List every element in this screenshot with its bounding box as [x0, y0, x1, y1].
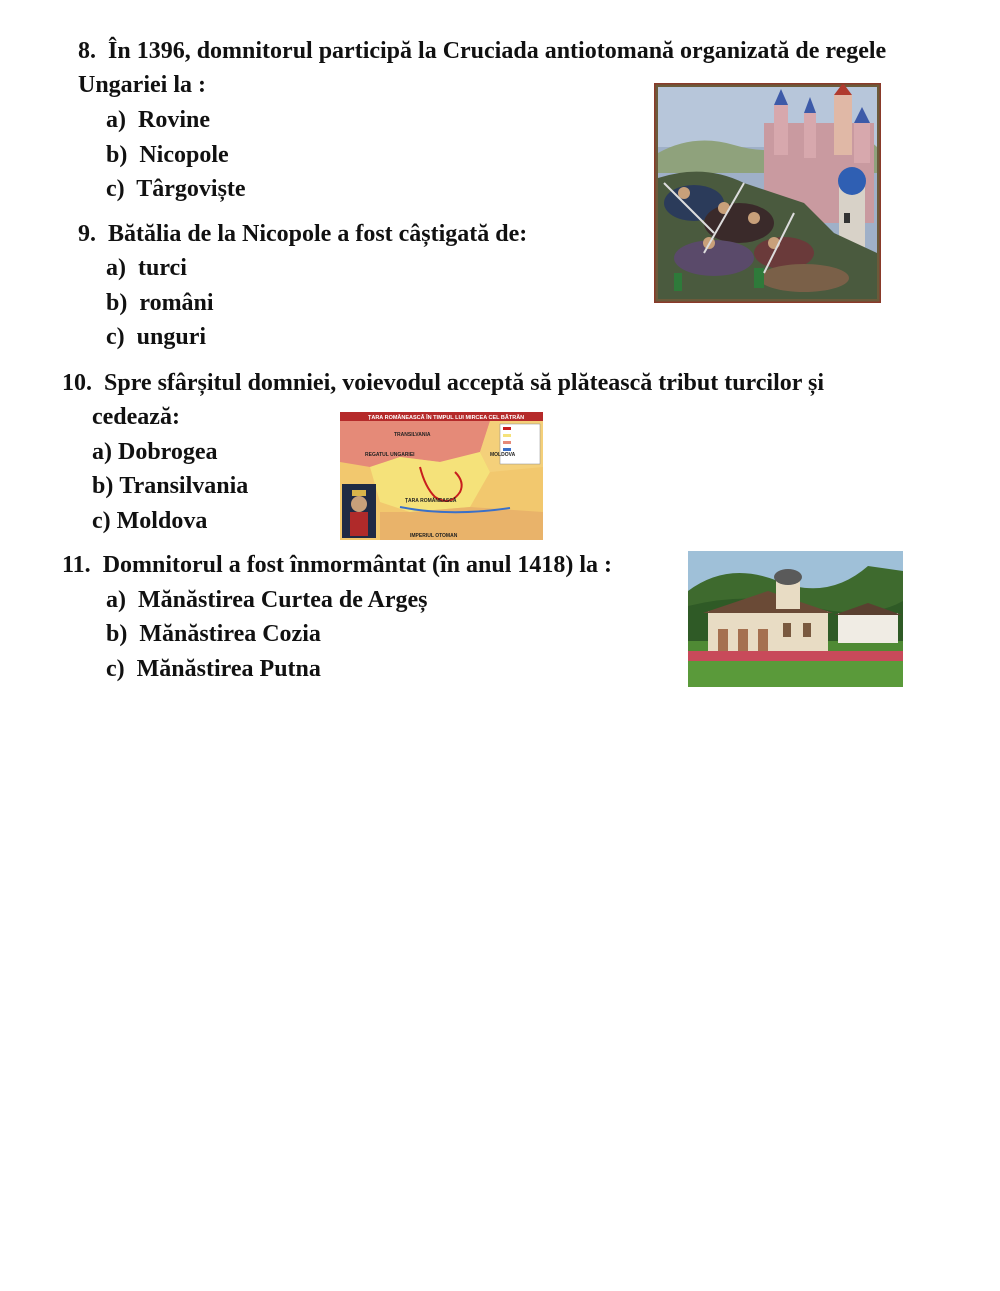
- monastery-photo: [688, 551, 903, 687]
- option-text: Mănăstirea Curtea de Argeș: [138, 587, 428, 613]
- historical-map: [340, 412, 543, 540]
- map-label-otoman: IMPERIUL OTOMAN: [410, 533, 458, 539]
- question-number: 11.: [62, 552, 91, 578]
- option-text: Transilvania: [119, 473, 249, 499]
- question-text-line: În 1396, domnitorul participă la Cruciada antiotomană organizată de regele: [108, 38, 887, 64]
- option-text: Moldova: [116, 508, 208, 534]
- option-letter: a): [106, 107, 126, 133]
- map-label-ungaria: REGATUL UNGARIEI: [365, 452, 415, 458]
- option-8c[interactable]: [106, 174, 246, 204]
- option-text: Dobrogea: [118, 439, 218, 465]
- question-11-text: [62, 550, 612, 580]
- option-text: Târgoviște: [136, 176, 246, 202]
- option-letter: a): [106, 587, 126, 613]
- battle-illustration-art: [654, 83, 881, 303]
- option-8b[interactable]: [106, 140, 229, 170]
- monastery-photo-art: [688, 551, 903, 687]
- option-9b[interactable]: [106, 288, 214, 318]
- question-10-text-cont: cedează:: [92, 404, 180, 430]
- historical-map-art: [340, 412, 543, 540]
- option-letter: a): [106, 255, 126, 281]
- option-text: Mănăstirea Cozia: [139, 621, 321, 647]
- question-number: 9.: [78, 221, 96, 247]
- option-10c[interactable]: [92, 506, 207, 536]
- option-text: Mănăstirea Putna: [136, 656, 321, 682]
- option-9a[interactable]: [106, 253, 187, 283]
- option-text: români: [139, 290, 214, 316]
- option-10a[interactable]: [92, 437, 218, 467]
- option-letter: c): [106, 656, 125, 682]
- question-8-text-cont: Ungariei la :: [78, 72, 206, 98]
- battle-illustration: [654, 83, 881, 303]
- option-text: unguri: [136, 324, 207, 350]
- map-title: ȚARA ROMÂNEASCĂ ÎN TIMPUL LUI MIRCEA CEL BĂTRÂN: [368, 415, 525, 421]
- question-text-line: Domnitorul a fost înmormântat (în anul 1418) la :: [102, 552, 613, 578]
- option-11a[interactable]: [106, 585, 428, 615]
- option-10b[interactable]: [92, 471, 248, 501]
- option-9c[interactable]: [106, 322, 206, 352]
- option-letter: b): [106, 142, 128, 168]
- option-letter: b): [92, 473, 114, 499]
- option-8a[interactable]: [106, 105, 210, 135]
- option-letter: c): [92, 508, 111, 534]
- question-number: 10.: [62, 370, 92, 396]
- option-text: Rovine: [138, 107, 210, 133]
- option-letter: b): [106, 290, 128, 316]
- map-label-transilvania: TRANSILVANIA: [394, 432, 431, 438]
- question-text-line: Bătălia de la Nicopole a fost câștigată de:: [108, 221, 528, 247]
- option-text: Nicopole: [139, 142, 229, 168]
- question-10-text: [62, 368, 824, 398]
- option-letter: a): [92, 439, 112, 465]
- question-number: 8.: [78, 38, 96, 64]
- question-text-line: Spre sfârșitul domniei, voievodul acceptă să plătească tribut turcilor și: [104, 370, 824, 396]
- question-8-text: [78, 36, 886, 66]
- option-letter: b): [106, 621, 128, 647]
- option-letter: c): [106, 324, 125, 350]
- option-letter: c): [106, 176, 125, 202]
- option-11c[interactable]: [106, 654, 321, 684]
- map-label-tara-romaneasca: ȚARA ROMÂNEASCĂ: [405, 498, 457, 504]
- option-text: turci: [138, 255, 187, 281]
- option-11b[interactable]: [106, 619, 321, 649]
- question-9-text: [78, 219, 527, 249]
- map-label-moldova: MOLDOVA: [490, 452, 516, 458]
